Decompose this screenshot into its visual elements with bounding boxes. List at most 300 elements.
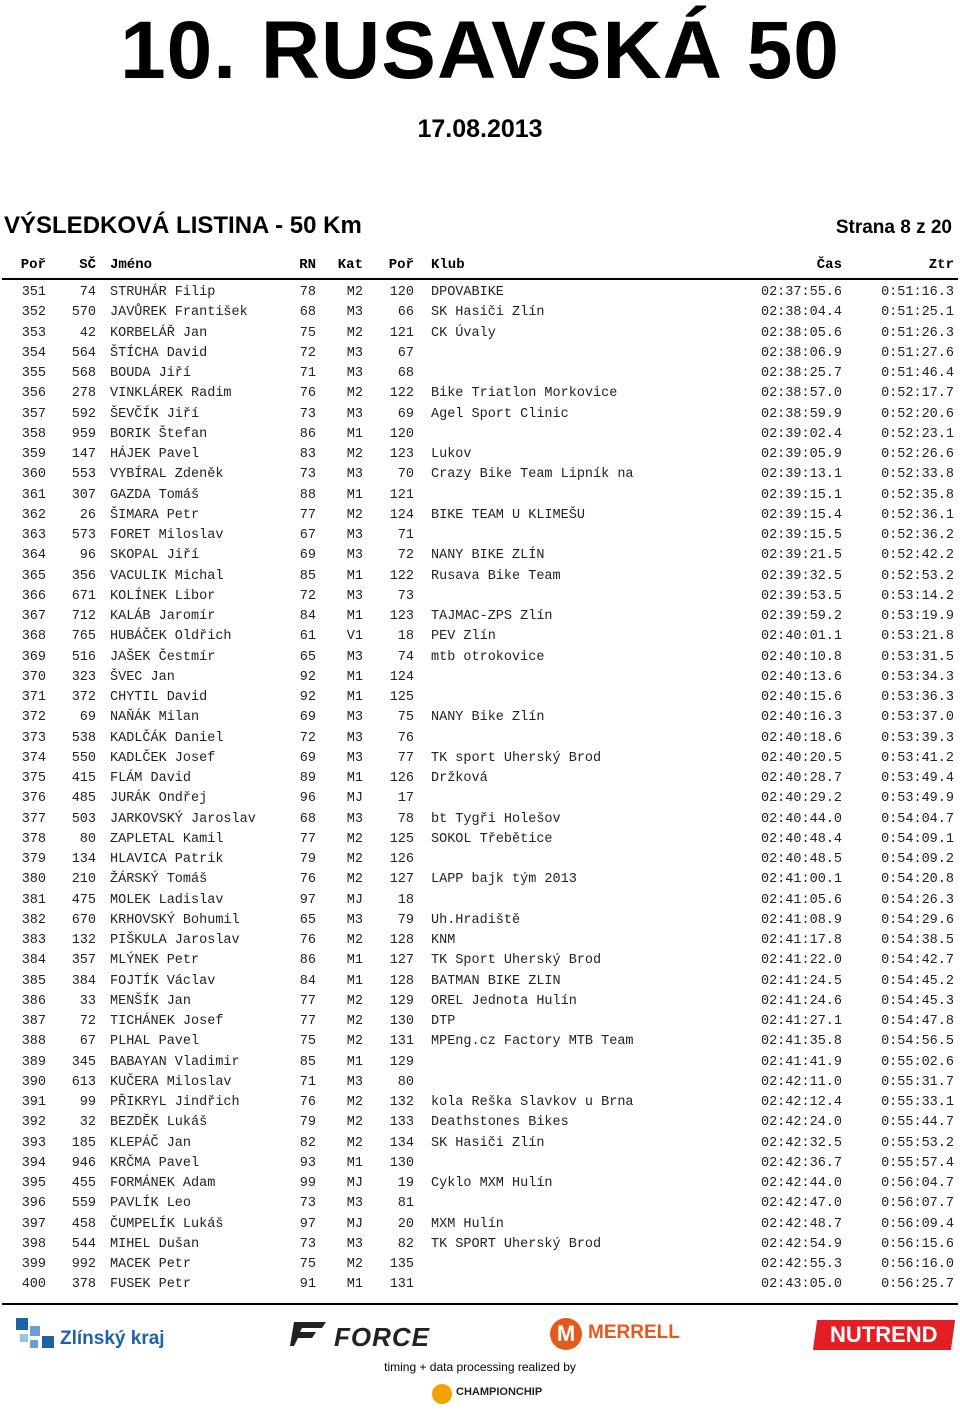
- cell-klub: LAPP bajk tým 2013: [431, 872, 577, 888]
- cell-klub: Bike Triatlon Morkovice: [431, 386, 618, 402]
- cell-poradi-kategorie: 128: [389, 933, 414, 948]
- cell-jmeno: ŽÁRSKÝ Tomáš: [110, 872, 208, 888]
- cell-klub: SK Hasiči Zlín: [431, 305, 545, 321]
- cell-poradi: 369: [21, 649, 46, 665]
- cell-poradi: 378: [21, 831, 46, 847]
- cell-cas: 02:42:32.5: [760, 1135, 842, 1151]
- cell-rocnik: 77: [299, 1014, 316, 1029]
- cell-rocnik: 73: [299, 1236, 316, 1252]
- cell-jmeno: STRUHÁR Filip: [110, 285, 216, 300]
- cell-poradi-kategorie: 134: [389, 1135, 414, 1151]
- cell-startovni-cislo: 26: [79, 507, 96, 523]
- cell-kategorie: MJ: [346, 1176, 363, 1191]
- cell-cas: 02:38:05.6: [760, 325, 842, 341]
- cell-jmeno: BORIK Štefan: [110, 426, 208, 442]
- table-row: [0, 1154, 960, 1174]
- cell-poradi: 396: [21, 1196, 46, 1212]
- cell-poradi-kategorie: 122: [389, 386, 414, 402]
- cell-ztrata: 0:53:21.8: [881, 629, 954, 645]
- cell-cas: 02:41:24.6: [760, 993, 842, 1009]
- cell-kategorie: M3: [346, 467, 363, 483]
- cell-kategorie: MJ: [346, 1216, 363, 1232]
- cell-jmeno: MOLEK Ladislav: [110, 892, 224, 908]
- cell-rocnik: 97: [299, 1216, 316, 1232]
- cell-klub: Uh.Hradiště: [431, 912, 521, 928]
- cell-klub: NANY Bike Zlín: [431, 710, 545, 726]
- cell-rocnik: 85: [299, 568, 316, 584]
- cell-kategorie: M3: [346, 548, 363, 564]
- cell-jmeno: TICHÁNEK Josef: [110, 1014, 224, 1029]
- cell-kategorie: M3: [346, 912, 363, 928]
- cell-klub: bt Tygři Holešov: [431, 811, 561, 827]
- cell-startovni-cislo: 147: [71, 447, 96, 462]
- cell-startovni-cislo: 485: [71, 791, 96, 807]
- cell-startovni-cislo: 278: [71, 386, 96, 402]
- cell-startovni-cislo: 544: [71, 1236, 96, 1252]
- cell-rocnik: 88: [299, 487, 316, 503]
- cell-cas: 02:40:16.3: [760, 710, 842, 726]
- cell-poradi-kategorie: 130: [389, 1014, 414, 1029]
- table-row: [0, 567, 960, 587]
- cell-kategorie: M1: [346, 1054, 363, 1070]
- cell-kategorie: M2: [346, 1135, 363, 1151]
- cell-poradi: 367: [21, 609, 46, 624]
- cell-cas: 02:38:04.4: [760, 305, 842, 321]
- cell-rocnik: 65: [299, 912, 316, 928]
- table-row: [0, 506, 960, 526]
- force-logo: FORCE: [334, 1322, 430, 1352]
- cell-rocnik: 68: [299, 305, 316, 321]
- cell-ztrata: 0:51:16.3: [881, 285, 954, 300]
- table-row: [0, 1012, 960, 1032]
- cell-rocnik: 77: [299, 507, 316, 523]
- cell-startovni-cislo: 570: [71, 305, 96, 321]
- cell-ztrata: 0:55:53.2: [881, 1135, 954, 1151]
- cell-startovni-cislo: 573: [71, 528, 96, 543]
- cell-cas: 02:42:48.7: [760, 1216, 842, 1232]
- cell-poradi: 399: [21, 1257, 46, 1272]
- cell-poradi-kategorie: 76: [397, 730, 414, 746]
- cell-klub: Lukov: [431, 447, 472, 462]
- cell-rocnik: 71: [299, 366, 316, 381]
- cell-ztrata: 0:54:45.3: [881, 993, 954, 1009]
- cell-poradi: 391: [21, 1095, 46, 1110]
- cell-jmeno: JURÁK Ondřej: [110, 791, 208, 807]
- cell-rocnik: 76: [299, 872, 316, 888]
- cell-kategorie: M1: [346, 568, 363, 584]
- cell-rocnik: 73: [299, 406, 316, 422]
- cell-jmeno: KORBELÁŘ Jan: [110, 325, 208, 341]
- cell-kategorie: M3: [346, 366, 363, 381]
- col-header-ztrata: Ztr: [928, 257, 954, 273]
- table-row: [0, 810, 960, 830]
- cell-klub: Agel Sport Clinic: [431, 406, 569, 422]
- cell-klub: SK Hasiči Zlín: [431, 1135, 545, 1151]
- cell-cas: 02:40:18.6: [760, 730, 842, 746]
- col-header-jmeno: Jméno: [110, 257, 153, 273]
- cell-rocnik: 86: [299, 426, 316, 442]
- cell-startovni-cislo: 357: [71, 953, 96, 969]
- cell-startovni-cislo: 538: [71, 730, 96, 746]
- cell-cas: 02:39:15.1: [760, 487, 842, 503]
- cell-cas: 02:40:48.4: [760, 831, 842, 847]
- cell-ztrata: 0:52:36.2: [881, 528, 954, 543]
- cell-klub: PEV Zlín: [431, 629, 496, 645]
- table-row: [0, 769, 960, 789]
- cell-poradi: 372: [21, 710, 46, 726]
- table-row: [0, 1134, 960, 1154]
- cell-cas: 02:42:24.0: [760, 1115, 842, 1131]
- cell-cas: 02:39:15.4: [760, 507, 842, 523]
- cell-jmeno: JAVŮREK František: [110, 305, 248, 321]
- table-row: [0, 405, 960, 425]
- cell-startovni-cislo: 592: [71, 406, 96, 422]
- cell-cas: 02:42:12.4: [760, 1095, 842, 1110]
- cell-kategorie: M2: [346, 993, 363, 1009]
- cell-ztrata: 0:54:20.8: [881, 872, 954, 888]
- cell-poradi: 380: [21, 872, 46, 888]
- cell-klub: Deathstones Bikes: [431, 1115, 569, 1131]
- cell-poradi-kategorie: 123: [389, 447, 414, 462]
- cell-poradi-kategorie: 126: [389, 771, 414, 786]
- cell-rocnik: 84: [299, 609, 316, 624]
- cell-ztrata: 0:54:38.5: [881, 933, 954, 948]
- cell-kategorie: M1: [346, 771, 363, 786]
- cell-kategorie: M2: [346, 872, 363, 888]
- cell-cas: 02:37:55.6: [760, 285, 842, 300]
- cell-jmeno: KALÁB Jaromír: [110, 609, 216, 624]
- table-row: [0, 789, 960, 809]
- cell-jmeno: ŠEVČÍK Jiří: [110, 406, 200, 422]
- cell-kategorie: M2: [346, 831, 363, 847]
- cell-poradi: 370: [21, 669, 46, 685]
- cell-startovni-cislo: 559: [71, 1196, 96, 1212]
- cell-startovni-cislo: 307: [71, 487, 96, 503]
- cell-poradi-kategorie: 70: [397, 467, 414, 483]
- cell-ztrata: 0:53:19.9: [881, 609, 954, 624]
- table-row: [0, 972, 960, 992]
- table-row: [0, 1194, 960, 1214]
- cell-klub: DPOVABIKE: [431, 285, 504, 300]
- cell-poradi: 390: [21, 1074, 46, 1090]
- col-header-poradi-kategorie: Poř: [388, 257, 414, 273]
- cell-kategorie: M1: [346, 669, 363, 685]
- cell-rocnik: 72: [299, 588, 316, 604]
- table-row: [0, 445, 960, 465]
- cell-poradi: 374: [21, 750, 46, 766]
- cell-poradi-kategorie: 17: [397, 791, 414, 807]
- table-row: [0, 384, 960, 404]
- cell-ztrata: 0:53:34.3: [881, 669, 954, 685]
- cell-poradi: 368: [21, 629, 46, 645]
- cell-poradi-kategorie: 19: [397, 1176, 414, 1191]
- cell-rocnik: 85: [299, 1054, 316, 1070]
- cell-poradi: 387: [21, 1014, 46, 1029]
- cell-startovni-cislo: 69: [79, 710, 96, 726]
- cell-klub: Crazy Bike Team Lipník na: [431, 467, 634, 483]
- cell-poradi-kategorie: 80: [397, 1074, 414, 1090]
- table-row: [0, 486, 960, 506]
- cell-poradi-kategorie: 125: [389, 831, 414, 847]
- cell-cas: 02:38:25.7: [760, 366, 842, 381]
- cell-kategorie: M3: [346, 730, 363, 746]
- table-row: [0, 303, 960, 323]
- table-row: [0, 951, 960, 971]
- cell-jmeno: VINKLÁREK Radim: [110, 386, 232, 402]
- cell-ztrata: 0:54:47.8: [881, 1014, 954, 1029]
- cell-rocnik: 68: [299, 811, 316, 827]
- cell-jmeno: MENŠÍK Jan: [110, 993, 192, 1009]
- cell-kategorie: M2: [346, 1034, 363, 1050]
- cell-kategorie: M3: [346, 406, 363, 422]
- cell-kategorie: M1: [346, 487, 363, 503]
- cell-rocnik: 77: [299, 993, 316, 1009]
- cell-kategorie: M3: [346, 1236, 363, 1252]
- zlinsky-kraj-logo-icon: [16, 1318, 56, 1352]
- cell-klub: DTP: [431, 1014, 456, 1029]
- cell-kategorie: M1: [346, 609, 363, 624]
- cell-poradi-kategorie: 124: [389, 507, 414, 523]
- cell-jmeno: ČUMPELÍK Lukáš: [110, 1216, 224, 1232]
- table-row: [0, 1073, 960, 1093]
- cell-startovni-cislo: 372: [71, 690, 96, 705]
- cell-ztrata: 0:56:07.7: [881, 1196, 954, 1212]
- cell-kategorie: M2: [346, 507, 363, 523]
- cell-jmeno: FLÁM David: [110, 771, 192, 786]
- cell-poradi: 353: [21, 325, 46, 341]
- cell-poradi-kategorie: 82: [397, 1236, 414, 1252]
- table-row: [0, 850, 960, 870]
- cell-poradi: 352: [21, 305, 46, 321]
- cell-cas: 02:39:32.5: [760, 568, 842, 584]
- cell-ztrata: 0:53:37.0: [881, 710, 954, 726]
- cell-poradi: 357: [21, 406, 46, 422]
- nutrend-logo: NUTREND: [813, 1320, 955, 1350]
- table-row: [0, 1053, 960, 1073]
- cell-poradi: 376: [21, 791, 46, 807]
- cell-poradi-kategorie: 127: [389, 953, 414, 969]
- page-indicator: Strana 8 z 20: [835, 217, 952, 238]
- cell-kategorie: MJ: [346, 791, 363, 807]
- cell-cas: 02:39:02.4: [760, 426, 842, 442]
- cell-rocnik: 92: [299, 669, 316, 685]
- cell-ztrata: 0:55:33.1: [881, 1095, 954, 1110]
- cell-ztrata: 0:56:16.0: [881, 1257, 954, 1272]
- cell-startovni-cislo: 613: [71, 1074, 96, 1090]
- cell-rocnik: 77: [299, 831, 316, 847]
- table-row: [0, 668, 960, 688]
- cell-klub: KNM: [431, 933, 456, 948]
- cell-startovni-cislo: 67: [79, 1034, 96, 1050]
- cell-poradi: 365: [21, 568, 46, 584]
- cell-ztrata: 0:54:56.5: [881, 1034, 954, 1050]
- cell-rocnik: 99: [299, 1176, 316, 1191]
- cell-klub: Rusava Bike Team: [431, 568, 561, 584]
- cell-cas: 02:41:00.1: [760, 872, 842, 888]
- cell-poradi: 398: [21, 1236, 46, 1252]
- table-row: [0, 1275, 960, 1295]
- cell-poradi: 385: [21, 973, 46, 989]
- table-row: [0, 1113, 960, 1133]
- cell-kategorie: M1: [346, 973, 363, 989]
- cell-rocnik: 96: [299, 791, 316, 807]
- cell-jmeno: FOJTÍK Václav: [110, 973, 216, 989]
- cell-jmeno: MLÝNEK Petr: [110, 953, 200, 969]
- cell-ztrata: 0:54:42.7: [881, 953, 954, 969]
- cell-ztrata: 0:52:35.8: [881, 487, 954, 503]
- cell-rocnik: 75: [299, 1034, 316, 1050]
- cell-jmeno: FORMÁNEK Adam: [110, 1176, 216, 1191]
- cell-poradi-kategorie: 125: [389, 690, 414, 705]
- cell-cas: 02:42:36.7: [760, 1155, 842, 1171]
- cell-poradi: 358: [21, 426, 46, 442]
- cell-kategorie: M2: [346, 852, 363, 867]
- table-row: [0, 648, 960, 668]
- cell-ztrata: 0:55:57.4: [881, 1155, 954, 1171]
- cell-kategorie: M2: [346, 325, 363, 341]
- cell-kategorie: M2: [346, 386, 363, 402]
- cell-cas: 02:40:48.5: [760, 852, 842, 867]
- cell-rocnik: 69: [299, 710, 316, 726]
- footer-divider: [2, 1303, 958, 1305]
- cell-startovni-cislo: 42: [79, 325, 96, 341]
- cell-kategorie: M1: [346, 953, 363, 969]
- cell-startovni-cislo: 712: [71, 609, 96, 624]
- table-row: [0, 891, 960, 911]
- cell-cas: 02:38:57.0: [760, 386, 842, 402]
- cell-klub: Cyklo MXM Hulín: [431, 1176, 553, 1191]
- cell-jmeno: ŠIMARA Petr: [110, 507, 200, 523]
- cell-startovni-cislo: 210: [71, 872, 96, 888]
- cell-cas: 02:39:13.1: [760, 467, 842, 483]
- cell-ztrata: 0:52:53.2: [881, 568, 954, 584]
- cell-ztrata: 0:51:26.3: [881, 325, 954, 341]
- cell-startovni-cislo: 185: [71, 1135, 96, 1151]
- table-row: [0, 729, 960, 749]
- cell-jmeno: PLHAL Pavel: [110, 1034, 200, 1050]
- cell-startovni-cislo: 992: [71, 1257, 96, 1272]
- table-row: [0, 587, 960, 607]
- cell-kategorie: M2: [346, 933, 363, 948]
- table-row: [0, 1093, 960, 1113]
- cell-rocnik: 61: [299, 629, 316, 645]
- cell-jmeno: ZAPLETAL Kamil: [110, 831, 224, 847]
- cell-rocnik: 73: [299, 467, 316, 483]
- cell-jmeno: BABAYAN Vladimir: [110, 1054, 240, 1070]
- cell-poradi: 392: [21, 1115, 46, 1131]
- cell-poradi: 393: [21, 1135, 46, 1151]
- cell-poradi-kategorie: 71: [397, 528, 414, 543]
- cell-poradi-kategorie: 72: [397, 548, 414, 564]
- cell-rocnik: 78: [299, 285, 316, 300]
- cell-cas: 02:38:06.9: [760, 345, 842, 361]
- cell-poradi: 361: [21, 487, 46, 503]
- table-row: [0, 1032, 960, 1052]
- cell-kategorie: M3: [346, 1196, 363, 1212]
- cell-kategorie: M1: [346, 426, 363, 442]
- cell-poradi: 400: [21, 1277, 46, 1293]
- cell-cas: 02:42:11.0: [760, 1074, 842, 1090]
- cell-jmeno: KADLČÁK Daniel: [110, 730, 224, 746]
- cell-jmeno: MACEK Petr: [110, 1257, 192, 1272]
- cell-ztrata: 0:53:36.3: [881, 690, 954, 705]
- cell-rocnik: 93: [299, 1155, 316, 1171]
- table-row: [0, 911, 960, 931]
- cell-poradi-kategorie: 131: [389, 1277, 414, 1293]
- cell-poradi-kategorie: 66: [397, 305, 414, 321]
- cell-kategorie: M2: [346, 447, 363, 462]
- cell-jmeno: VYBÍRAL Zdeněk: [110, 467, 224, 483]
- cell-ztrata: 0:56:04.7: [881, 1176, 954, 1191]
- cell-cas: 02:40:15.6: [760, 690, 842, 705]
- cell-cas: 02:43:05.0: [760, 1277, 842, 1293]
- cell-startovni-cislo: 378: [71, 1277, 96, 1293]
- cell-startovni-cislo: 550: [71, 750, 96, 766]
- cell-startovni-cislo: 132: [71, 933, 96, 948]
- cell-poradi: 383: [21, 933, 46, 948]
- table-row: [0, 749, 960, 769]
- cell-rocnik: 76: [299, 933, 316, 948]
- cell-poradi-kategorie: 124: [389, 669, 414, 685]
- cell-klub: kola Reška Slavkov u Brna: [431, 1095, 634, 1110]
- cell-cas: 02:40:13.6: [760, 669, 842, 685]
- table-row: [0, 992, 960, 1012]
- cell-startovni-cislo: 671: [71, 588, 96, 604]
- col-header-cas: Čas: [816, 257, 842, 273]
- cell-poradi: 360: [21, 467, 46, 483]
- cell-ztrata: 0:53:49.9: [881, 791, 954, 807]
- cell-poradi-kategorie: 75: [397, 710, 414, 726]
- cell-jmeno: JAŠEK Čestmír: [110, 649, 216, 665]
- cell-poradi-kategorie: 18: [397, 892, 414, 908]
- table-row: [0, 830, 960, 850]
- header-divider: [2, 278, 958, 280]
- championchip-logo: CHAMPIONCHIP: [456, 1386, 543, 1398]
- cell-startovni-cislo: 356: [71, 568, 96, 584]
- table-row: [0, 283, 960, 303]
- cell-rocnik: 76: [299, 386, 316, 402]
- cell-poradi-kategorie: 120: [389, 285, 414, 300]
- cell-poradi: 397: [21, 1216, 46, 1232]
- cell-jmeno: FORET Miloslav: [110, 528, 224, 543]
- cell-cas: 02:40:01.1: [760, 629, 842, 645]
- col-header-startovni-cislo: SČ: [79, 257, 96, 273]
- cell-startovni-cislo: 959: [71, 426, 96, 442]
- cell-jmeno: NAŇÁK Milan: [110, 710, 200, 726]
- cell-klub: TK Sport Uherský Brod: [431, 953, 602, 969]
- cell-cas: 02:41:24.5: [760, 973, 842, 989]
- cell-poradi: 381: [21, 892, 46, 908]
- cell-rocnik: 69: [299, 548, 316, 564]
- cell-startovni-cislo: 946: [71, 1155, 96, 1171]
- cell-klub: Držková: [431, 771, 488, 786]
- cell-rocnik: 75: [299, 325, 316, 341]
- results-heading: VÝSLEDKOVÁ LISTINA - 50 Km: [4, 212, 362, 239]
- cell-cas: 02:40:20.5: [760, 750, 842, 766]
- cell-kategorie: M3: [346, 811, 363, 827]
- cell-cas: 02:42:54.9: [760, 1236, 842, 1252]
- cell-poradi-kategorie: 121: [389, 325, 414, 341]
- cell-startovni-cislo: 553: [71, 467, 96, 483]
- cell-rocnik: 67: [299, 528, 316, 543]
- table-row: [0, 1174, 960, 1194]
- cell-poradi: 386: [21, 993, 46, 1009]
- table-row: [0, 344, 960, 364]
- cell-jmeno: FUSEK Petr: [110, 1277, 192, 1293]
- table-row: [0, 688, 960, 708]
- cell-ztrata: 0:54:29.6: [881, 912, 954, 928]
- cell-klub: BATMAN BIKE ZLIN: [431, 973, 561, 989]
